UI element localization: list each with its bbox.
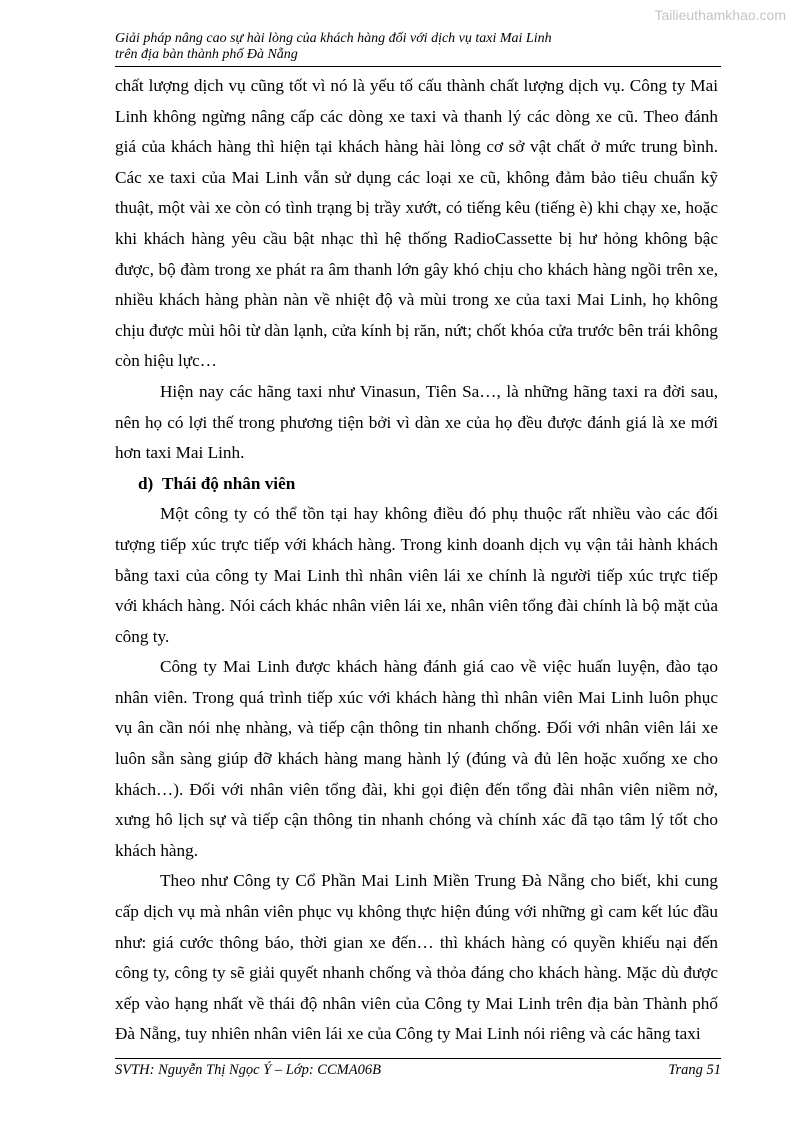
paragraph: chất lượng dịch vụ cũng tốt vì nó là yếu tố cấu thành chất lượng dịch vụ. Công ty Mai Linh không ngừng nâng cấp các dòng xe taxi và thanh lý các dòng xe cũ. Theo đánh giá của khách hàng thì hiện tại khách hàng hài lòng cơ sở vật chất ở mức trung bình. Các xe taxi của Mai Linh vẫn sử dụng các loại xe cũ, không đảm bảo tiêu chuẩn kỹ thuật, một vài xe còn có tình trạng bị trầy xướt, có tiếng kêu (tiếng è) khi chạy xe, hoặc khi khách hàng yêu cầu bật nhạc thì hệ thống RadioCassette bị hư hỏng không bậc được, bộ đàm trong xe phát ra âm thanh lớn gây khó chịu cho khách hàng ngồi trên xe, nhiều khách hàng phàn nàn về nhiệt độ và mùi trong xe của taxi Mai Linh, họ không chịu được mùi hôi từ dàn lạnh, cửa kính bị răn, nứt; chốt khóa cửa trước bên trái không còn hiệu lực… — [115, 76, 718, 371]
page-body — [115, 71, 718, 1050]
header-title-line-1: Giải pháp nâng cao sự hài lòng của khách hàng đối với dịch vụ taxi Mai Linh — [115, 31, 552, 46]
page-footer — [115, 1062, 721, 1079]
section-heading-text: Thái độ nhân viên — [162, 473, 296, 493]
footer-author: SVTH: Nguyễn Thị Ngọc Ý – Lớp: CCMA06B — [115, 1062, 381, 1078]
watermark: Tailieuthamkhao.com — [654, 7, 786, 23]
section-heading — [115, 469, 718, 500]
header-divider — [115, 66, 721, 67]
paragraph: Hiện nay các hãng taxi như Vinasun, Tiên Sa…, là những hãng taxi ra đời sau, nên họ có lợi thế trong phương tiện bởi vì dàn xe của họ đều được đánh giá là xe mới hơn taxi Mai Linh. — [115, 381, 718, 463]
paragraph: Một công ty có thể tồn tại hay không điều đó phụ thuộc rất nhiều vào các đối tượng tiếp xúc trực tiếp với khách hàng. Trong kinh doanh dịch vụ vận tải hành khách bằng taxi của công ty Mai Linh thì nhân viên lái xe chính là người tiếp xúc trực tiếp với khách hàng. Nói cách khác nhân viên lái xe, nhân viên tổng đài chính là bộ mặt của công ty. — [115, 504, 718, 646]
paragraph: Công ty Mai Linh được khách hàng đánh giá cao về việc huấn luyện, đào tạo nhân viên. Trong quá trình tiếp xúc với khách hàng thì nhân viên Mai Linh luôn phục vụ ân cần nói nhẹ nhàng, và tiếp cận thông tin nhanh chống. Đối với nhân viên lái xe luôn sẵn sàng giúp đỡ khách hàng mang hành lý (đúng và đủ lên hoặc xuống xe cho khách…). Đối với nhân viên tổng đài, khi gọi điện đến tổng đài nhân viên niềm nở, xưng hô lịch sự và tiếp cận thông tin nhanh chóng và chính xác đã tạo tâm lý tốt cho khách hàng. — [115, 657, 718, 860]
header-title-line-2: trên địa bàn thành phố Đà Nẵng — [115, 47, 298, 62]
page-header — [115, 31, 725, 63]
paragraph: Theo như Công ty Cổ Phần Mai Linh Miền Trung Đà Nẵng cho biết, khi cung cấp dịch vụ mà nhân viên phục vụ không thực hiện đúng với những gì cam kết lúc đầu như: giá cước thông báo, thời gian xe đến… thì khách hàng có quyền khiếu nại đến công ty, công ty sẽ giải quyết nhanh chống và thỏa đáng cho khách hàng. Mặc dù được xếp vào hạng nhất về thái độ nhân viên của Công ty Mai Linh trên địa bàn Thành phố Đà Nẵng, tuy nhiên nhân viên lái xe của Công ty Mai Linh nói riêng và các hãng taxi — [115, 871, 718, 1044]
section-heading-letter: d) — [138, 473, 154, 493]
footer-divider — [115, 1058, 721, 1059]
page-number: Trang 51 — [668, 1062, 721, 1078]
